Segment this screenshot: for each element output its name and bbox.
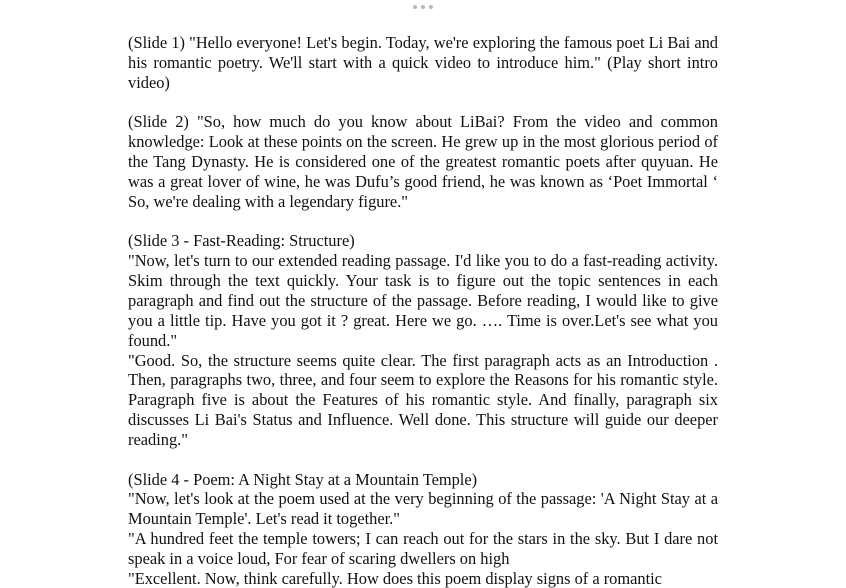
document-body [128, 33, 718, 588]
paragraph-spacer [128, 212, 718, 232]
dot [413, 5, 417, 9]
paragraph-spacer [128, 93, 718, 113]
paragraph-fast-reading-instructions: "Now, let's turn to our extended reading passage. I'd like you to do a fast-reading activity. Skim through the text quickly. Your task is to figure out the topic sentences in each paragraph and find out the structure of the passage. Before reading, I would like to give you a little tip. Have you got it ? great. Here we go. …. Time is over.Let's see what you found." [128, 251, 718, 350]
paragraph-slide-4-heading: (Slide 4 - Poem: A Night Stay at a Mountain Temple) [128, 469, 478, 489]
dot [421, 5, 425, 9]
paragraph-poem-text: "A hundred feet the temple towers; I can reach out for the stars in the sky. But I dare not speak in a voice loud, For fear of scaring dwellers on high [128, 529, 718, 568]
paragraph-slide-1: (Slide 1) "Hello everyone! Let's begin. Today, we're exploring the famous poet Li Bai and his romantic poetry. We'll start with a quick video to introduce him." (Play short intro video) [128, 33, 718, 92]
paragraph-slide-3-heading: (Slide 3 - Fast-Reading: Structure) [128, 231, 355, 251]
paragraph-poem-question: "Excellent. Now, think carefully. How does this poem display signs of a romantic [128, 568, 662, 588]
paragraph-poem-intro: "Now, let's look at the poem used at the very beginning of the passage: 'A Night Stay at a Mountain Temple'. Let's read it together." [128, 489, 718, 529]
paragraph-spacer [128, 450, 718, 470]
more-options-icon[interactable] [413, 2, 433, 12]
dot [429, 5, 433, 9]
paragraph-slide-2: (Slide 2) "So, how much do you know about LiBai? From the video and common knowledge: Look at these points on the screen. He grew up in the most glorious period of the Tang Dynasty. He is considered one of the greatest romantic poets after quyuan. He was a great lover of wine, he was Dufu’s good friend, he was known as ‘Poet Immortal ‘ So, we're dealing with a legendary figure." [128, 112, 718, 211]
paragraph-structure-summary: "Good. So, the structure seems quite clear. The first paragraph acts as an Introduction . Then, paragraphs two, three, and four seem to explore the Reasons for his romantic style. Paragraph five is about the Features of his romantic style. And finally, paragraph six discusses Li Bai's Status and Influence. Well done. This structure will guide our deeper reading." [128, 350, 718, 449]
